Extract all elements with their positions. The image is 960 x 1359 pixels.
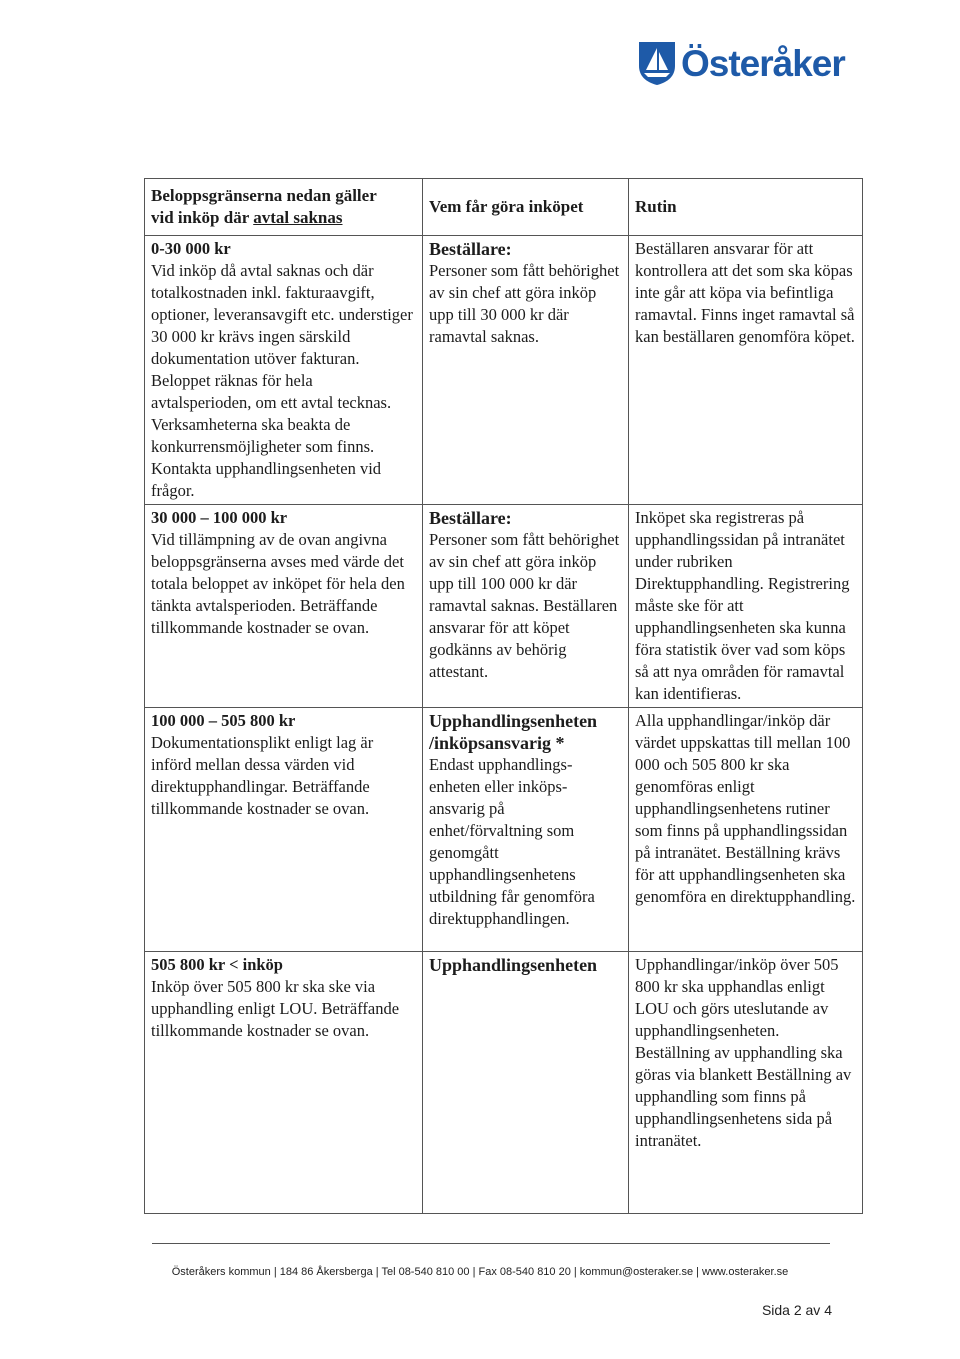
limit-description: Vid tillämpning av de ovan angivna beloppsgränserna avses med värde det totala beloppet av inköpet för hela den tänkta avtalsperioden. Beträffande tillkommande kostnader se ovan. [151, 530, 405, 637]
osteraker-logo [637, 38, 845, 88]
routine-cell [629, 505, 863, 708]
table-header-row [145, 179, 863, 236]
limit-description: Dokumentationsplikt enligt lag är införd mellan dessa värden vid direktupphandlingar. Beträffande tillkommande kostnader se ovan. [151, 733, 374, 818]
routine-text: Upphandlingar/inköp över 505 800 kr ska upphandlas enligt LOU och görs uteslutande av upphandlingsenheten. Beställning av upphandling ska göras via blankett Beställning av upphandling som finns på upphandlingsenhetens sida på intranätet. [635, 955, 852, 1150]
header-limits-line2-underlined: avtal saknas [253, 208, 343, 227]
who-text: Endast upphandlings-enheten eller inköps-ansvarig på enhet/förvaltning som genomgått upphandlingsenhetens utbildning får genomföra direktupphandlingen. [429, 755, 595, 928]
limit-cell [145, 236, 423, 505]
header-limits [145, 179, 423, 236]
limit-range: 100 000 – 505 800 kr [151, 711, 296, 730]
header-limits-line2-prefix: vid inköp där [151, 208, 254, 227]
who-title: Upphandlingsenheten /inköpsansvarig * [429, 711, 598, 753]
limit-description: Inköp över 505 800 kr ska ske via upphandling enligt LOU. Beträffande tillkommande kostnader se ovan. [151, 977, 400, 1040]
limit-range: 0-30 000 kr [151, 239, 231, 258]
limit-cell [145, 505, 423, 708]
who-cell [423, 708, 629, 952]
routine-cell [629, 236, 863, 505]
header-routine: Rutin [629, 179, 863, 236]
footer-contact: Österåkers kommun | 184 86 Åkersberga | Tel 08-540 810 00 | Fax 08-540 810 20 | kommun@osteraker.se | www.osteraker.se [171, 1266, 789, 1278]
routine-cell [629, 708, 863, 952]
who-text: Personer som fått behörighet av sin chef att göra inköp upp till 100 000 kr där ramavtal saknas. Beställaren ansvarar för att köpet godkänns av behörig attestant. [429, 530, 620, 681]
municipality-crest-icon [637, 40, 677, 86]
who-cell [423, 505, 629, 708]
limit-cell [145, 708, 423, 952]
table-row [145, 236, 863, 505]
limit-description: Vid inköp då avtal saknas och där totalkostnaden inkl. fakturaavgift, optioner, leveransavgift etc. understiger 30 000 kr krävs ingen särskild dokumentation utöver fakturan. Beloppet räknas för hela avtalsperioden, om ett avtal tecknas. Verksamheterna ska beakta de konkurrensmöjligheter som finns. Kontakta upphandlingsenheten vid frågor. [151, 261, 413, 500]
header-who: Vem får göra inköpet [423, 179, 629, 236]
routine-text: Alla upphandlingar/inköp där värdet uppskattas till mellan 100 000 och 505 800 kr ska genomföras enligt upphandlingsenhetens rutiner som finns på upphandlingssidan på intranätet. Beställning krävs för att upphandlingsenheten ska genomföra en direktupphandling. [635, 711, 856, 906]
footer-divider [152, 1243, 830, 1244]
limit-cell [145, 952, 423, 1214]
purchase-limits-table [144, 178, 863, 1214]
routine-text: Beställaren ansvarar för att kontrollera att det som ska köpas inte går att köpa via befintliga ramavtal. Finns inget ramavtal så kan beställaren genomföra köpet. [635, 239, 855, 346]
who-cell [423, 952, 629, 1214]
table-row [145, 708, 863, 952]
routine-cell [629, 952, 863, 1214]
routine-text: Inköpet ska registreras på upphandlingssidan på intranätet under rubriken Direktupphandling. Registrering måste ske för att upphandlingsenheten ska kunna föra statistik över vad som köps så att nya områden för ramavtal kan identifieras. [635, 508, 850, 703]
who-title: Beställare: [429, 239, 512, 259]
who-text: Personer som fått behörighet av sin chef att göra inköp upp till 30 000 kr där ramavtal saknas. [429, 261, 620, 346]
page-number: Sida 2 av 4 [761, 1302, 832, 1318]
limit-range: 30 000 – 100 000 kr [151, 508, 288, 527]
who-title: Upphandlingsenheten [429, 955, 598, 975]
who-title: Beställare: [429, 508, 512, 528]
table-row [145, 952, 863, 1214]
table-row [145, 505, 863, 708]
who-cell [423, 236, 629, 505]
header-limits-line1: Beloppsgränserna nedan gäller [151, 186, 377, 205]
logo-text: Österåker [681, 42, 845, 84]
limit-range: 505 800 kr < inköp [151, 955, 283, 974]
